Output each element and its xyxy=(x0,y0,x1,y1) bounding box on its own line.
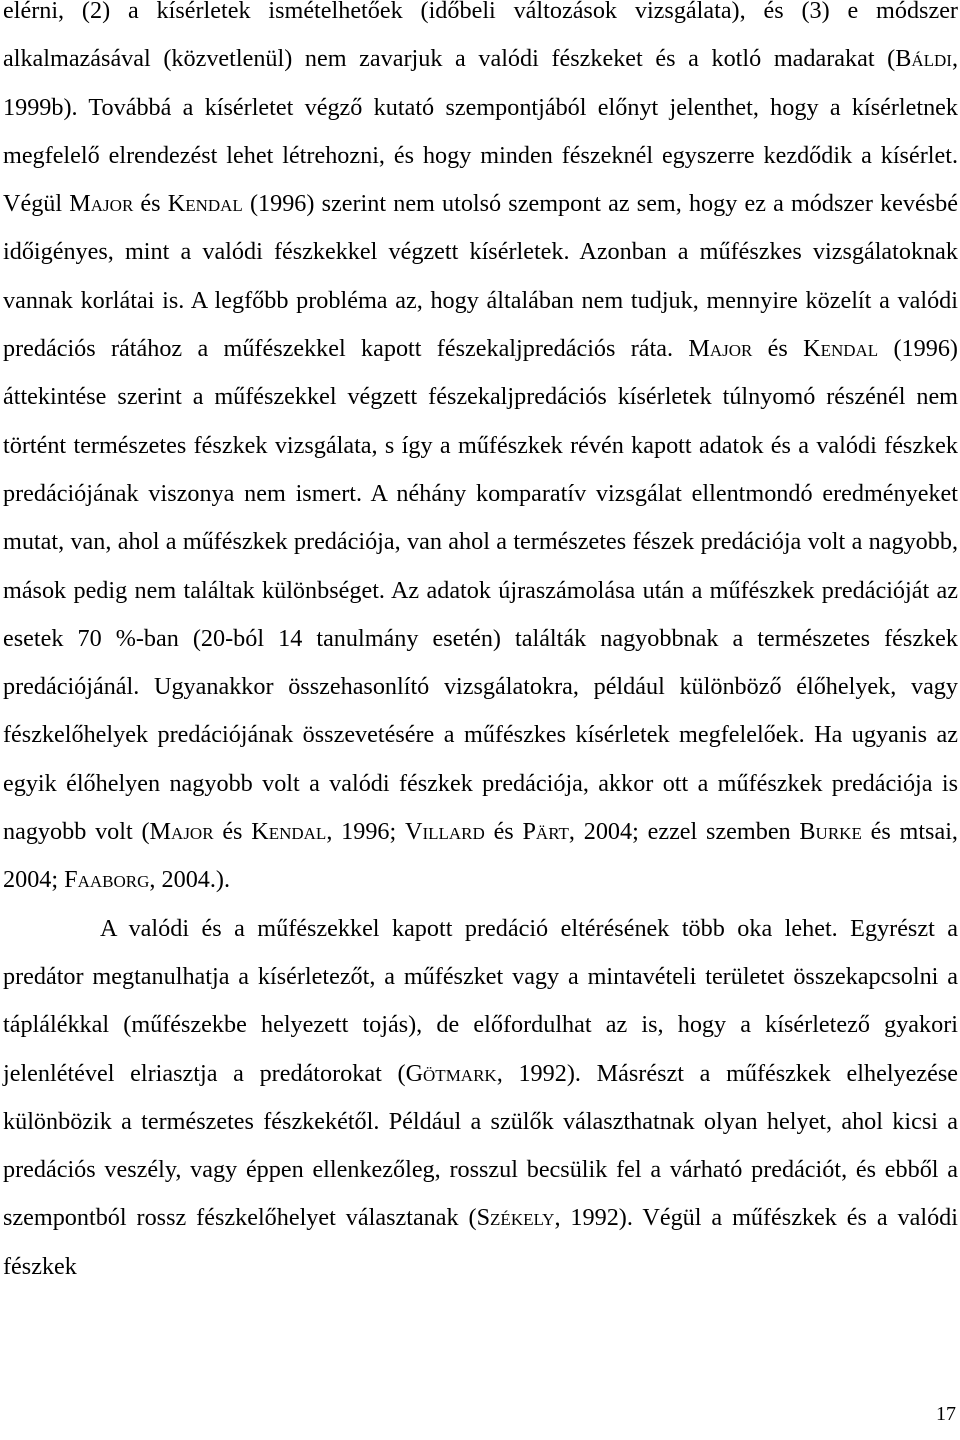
author-name: Major xyxy=(149,818,214,846)
author-name: Faaborg xyxy=(64,866,150,894)
author-name: Kendal xyxy=(167,190,243,218)
text-segment: elérni, (2) a kísérletek ismételhetőek (időbeli változások vizsgálata), és (3) e módszer alkalmazásával (közvetlenül) nem zavarjuk a valódi fészkeket és a kotló madarakat ( xyxy=(3,0,958,73)
text-segment: és mtsai, 2004; xyxy=(3,818,958,894)
text-segment: , 1999b). Továbbá a kísérletet végző kutató szempontjából előnyt jelenthet, hogy a kísérletnek megfelelő elrendezést lehet létrehozni, és hogy minden fészeknél egyszerre kezdődik a kísérlet. Végül xyxy=(3,45,958,218)
text-segment: , 1996; xyxy=(326,818,405,846)
page-number: 17 xyxy=(936,1403,956,1425)
text-segment: , 2004; ezzel szemben xyxy=(568,818,800,846)
text-segment: és xyxy=(133,190,168,218)
author-name: Székely xyxy=(476,1204,555,1232)
author-name: Báldi xyxy=(895,45,952,73)
text-segment: és xyxy=(213,818,252,846)
author-name: Kendal xyxy=(251,818,327,846)
paragraph-2 xyxy=(3,905,958,1291)
text-segment: és xyxy=(484,818,523,846)
text-segment: és xyxy=(752,335,804,363)
author-name: Pärt xyxy=(522,818,569,846)
text-segment: , 1992). Másrészt a műfészkek elhelyezése különbözik a természetes fészkekétől. Például a szülők választhatnak olyan helyet, ahol kicsi a predációs veszély, vagy éppen ellenkezőleg, rosszul becsülik fel a várható predációt, és ebből a szempontból rossz fészkelőhelyet választanak ( xyxy=(3,1059,958,1232)
text-segment: , 1992). Végül a műfészkek és a valódi fészkek xyxy=(3,1204,958,1280)
document-page xyxy=(3,0,958,1291)
author-name: Kendal xyxy=(803,335,879,363)
author-name: Major xyxy=(69,190,134,218)
author-name: Burke xyxy=(799,818,862,846)
text-segment: (1996) szerint nem utolsó szempont az sem, hogy ez a módszer kevésbé időigényes, mint a valódi fészkekkel végzett kísérletek. Azonban a műfészkes vizsgálatoknak vannak korlátai is. A legfőbb probléma az, hogy általában nem tudjuk, mennyire közelít a valódi predációs rátához a műfészekkel kapott fészekaljpredációs ráta. xyxy=(3,190,958,363)
author-name: Götmark xyxy=(405,1059,497,1087)
text-segment: (1996) áttekintése szerint a műfészekkel végzett fészekaljpredációs kísérletek túlnyomó részénél nem történt természetes fészkek vizsgálata, s így a műfészkek révén kapott adatok és a valódi fészkek predációjának viszonya nem ismert. A néhány komparatív vizsgálat ellentmondó eredményeket mutat, van, ahol a műfészkek predációja, van ahol a természetes fészek predációja volt a nagyobb, mások pedig nem találtak különbséget. Az adatok újraszámolása után a műfészkek predációját az esetek 70 %-ban (20-ból 14 tanulmány esetén) találták nagyobbnak a természetes fészkek predációjánál. Ugyanakkor összehasonlító vizsgálatokra, például különböző élőhelyek, vagy fészkelőhelyek predációjának összevetésére a műfészkes kísérletek megfelelőek. Ha ugyanis az egyik élőhelyen nagyobb volt a valódi fészkek predációja, akkor ott a műfészkek predációja is nagyobb volt ( xyxy=(3,335,958,846)
author-name: Major xyxy=(688,335,753,363)
author-name: Villard xyxy=(405,818,485,846)
text-segment: , 2004.). xyxy=(149,866,231,894)
paragraph-1 xyxy=(3,0,958,905)
text-segment: A valódi és a műfészekkel kapott predáció eltérésének több oka lehet. Egyrészt a predátor megtanulhatja a kísérletezőt, a műfészket vagy a mintavételi területet összekapcsolni a táplálékkal (műfészekbe helyezett tojás), de előfordulhat az is, hogy a kísérletező gyakori jelenlétével elriasztja a predátorokat ( xyxy=(3,914,958,1087)
